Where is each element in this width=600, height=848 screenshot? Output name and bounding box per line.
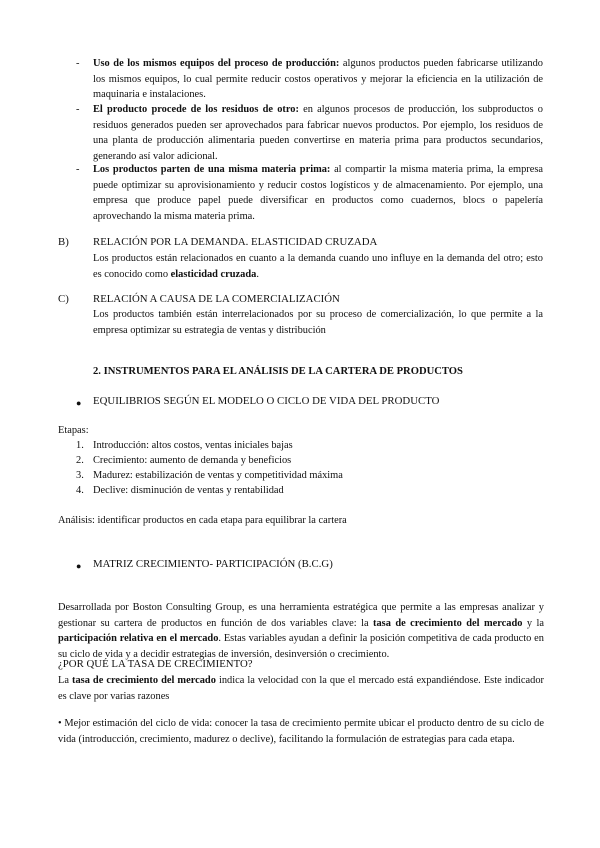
- bullet-title: El producto procede de los residuos de otro:: [93, 104, 299, 115]
- round-bullet-icon: ●: [76, 561, 82, 571]
- why-paragraph: [58, 673, 544, 704]
- stage-number: 4.: [76, 485, 84, 496]
- bcg-text: y la: [522, 617, 544, 629]
- bcg-title: MATRIZ CRECIMIENTO- PARTICIPACIÓN (B.C.G): [93, 558, 333, 570]
- why-text: La: [58, 675, 72, 686]
- dash-marker: -: [76, 58, 80, 69]
- dash-marker: -: [76, 164, 80, 175]
- bullet-text: al compartir la misma materia prima, la empresa puede optimizar su aprovisionamiento y reducir costos logísticos y de almacenamiento. Por ejemplo, una empresa que produce papel puede diversificar en productos como cuadernos, blocs o papelería aprovechando la misma materia prima.: [93, 164, 543, 222]
- bcg-text: . Estas variables ayudan a definir la posición competitiva de cada producto en su ciclo de vida y a decidir estrategias de inversión, desinversión o crecimiento.: [58, 633, 544, 660]
- bullet-text: algunos productos pueden fabricarse utilizando los mismos equipos, lo cual permite reducir costos operativos y mejorar la eficiencia en la utilización de maquinaria e instalaciones.: [93, 58, 543, 100]
- section-b-body: Los productos están relacionados en cuanto a la demanda cuando uno influye en la demanda del otro; esto es conocido como: [93, 253, 543, 280]
- bullet-text: en algunos procesos de producción, los subproductos o residuos generados pueden ser aprovechados para fabricar nuevos productos. Por ejemplo, los residuos de una planta de producción alimentaria pueden convertirse en materia prima para productos secundarios, generando así valor adicional.: [93, 104, 543, 162]
- section-2-title: 2. INSTRUMENTOS PARA EL ANÁLISIS DE LA CARTERA DE PRODUCTOS: [93, 366, 463, 377]
- section-b-title: RELACIÓN POR LA DEMANDA. ELASTICIDAD CRUZADA: [93, 236, 378, 248]
- stage-text: Madurez: estabilización de ventas y competitividad máxima: [93, 470, 343, 481]
- section-b-text: [93, 251, 543, 282]
- section-b-letter: B): [58, 236, 69, 248]
- stage-text: Declive: disminución de ventas y rentabilidad: [93, 485, 284, 496]
- round-bullet-icon: ●: [76, 398, 82, 408]
- section-c-title: RELACIÓN A CAUSA DE LA COMERCIALIZACIÓN: [93, 293, 340, 305]
- dash-marker: -: [76, 104, 80, 115]
- why-text: indica la velocidad con la que el mercado está expandiéndose. Este indicador es clave por varias razones: [58, 675, 544, 702]
- bullet-title: Uso de los mismos equipos del proceso de producción:: [93, 58, 340, 69]
- bullet-shared-equipment: [93, 56, 543, 103]
- bullet-title: Los productos parten de una misma materia prima:: [93, 164, 331, 175]
- stage-number: 1.: [76, 440, 84, 451]
- bcg-bold: participación relativa en el mercado: [58, 633, 219, 644]
- bcg-paragraph: [58, 600, 544, 662]
- stage-text: Introducción: altos costos, ventas iniciales bajas: [93, 440, 293, 451]
- section-b-end: .: [256, 268, 259, 280]
- why-bold: tasa de crecimiento del mercado: [72, 675, 216, 686]
- bullet-same-raw-material: [93, 162, 543, 224]
- why-question: ¿POR QUÉ LA TASA DE CRECIMIENTO?: [58, 658, 253, 670]
- why-item: • Mejor estimación del ciclo de vida: conocer la tasa de crecimiento permite ubicar el producto dentro de su ciclo de vida (introducción, crecimiento, madurez o declive), facilitando la formulación de estrategias para cada etapa.: [58, 718, 544, 745]
- cycle-title: EQUILIBRIOS SEGÚN EL MODELO O CICLO DE VIDA DEL PRODUCTO: [93, 395, 440, 407]
- stage-text: Crecimiento: aumento de demanda y beneficios: [93, 455, 292, 466]
- bcg-bold: tasa de crecimiento del mercado: [373, 617, 523, 629]
- cycle-analysis: Análisis: identificar productos en cada etapa para equilibrar la cartera: [58, 515, 347, 526]
- bullet-residues: [93, 102, 543, 164]
- stage-number: 2.: [76, 455, 84, 466]
- section-b-bold: elasticidad cruzada: [170, 268, 257, 280]
- section-c-letter: C): [58, 293, 69, 305]
- etapas-label: Etapas:: [58, 425, 89, 436]
- bcg-text: Desarrollada por Boston Consulting Group, es una herramienta estratégica que permite a las empresas analizar y gestionar su cartera de productos en función de dos variables clave: la: [58, 602, 544, 629]
- stage-number: 3.: [76, 470, 84, 481]
- section-c-text: Los productos también están interrelacionados por su proceso de comercialización, lo que permite a la empresa optimizar su estrategia de ventas y distribución: [93, 309, 543, 336]
